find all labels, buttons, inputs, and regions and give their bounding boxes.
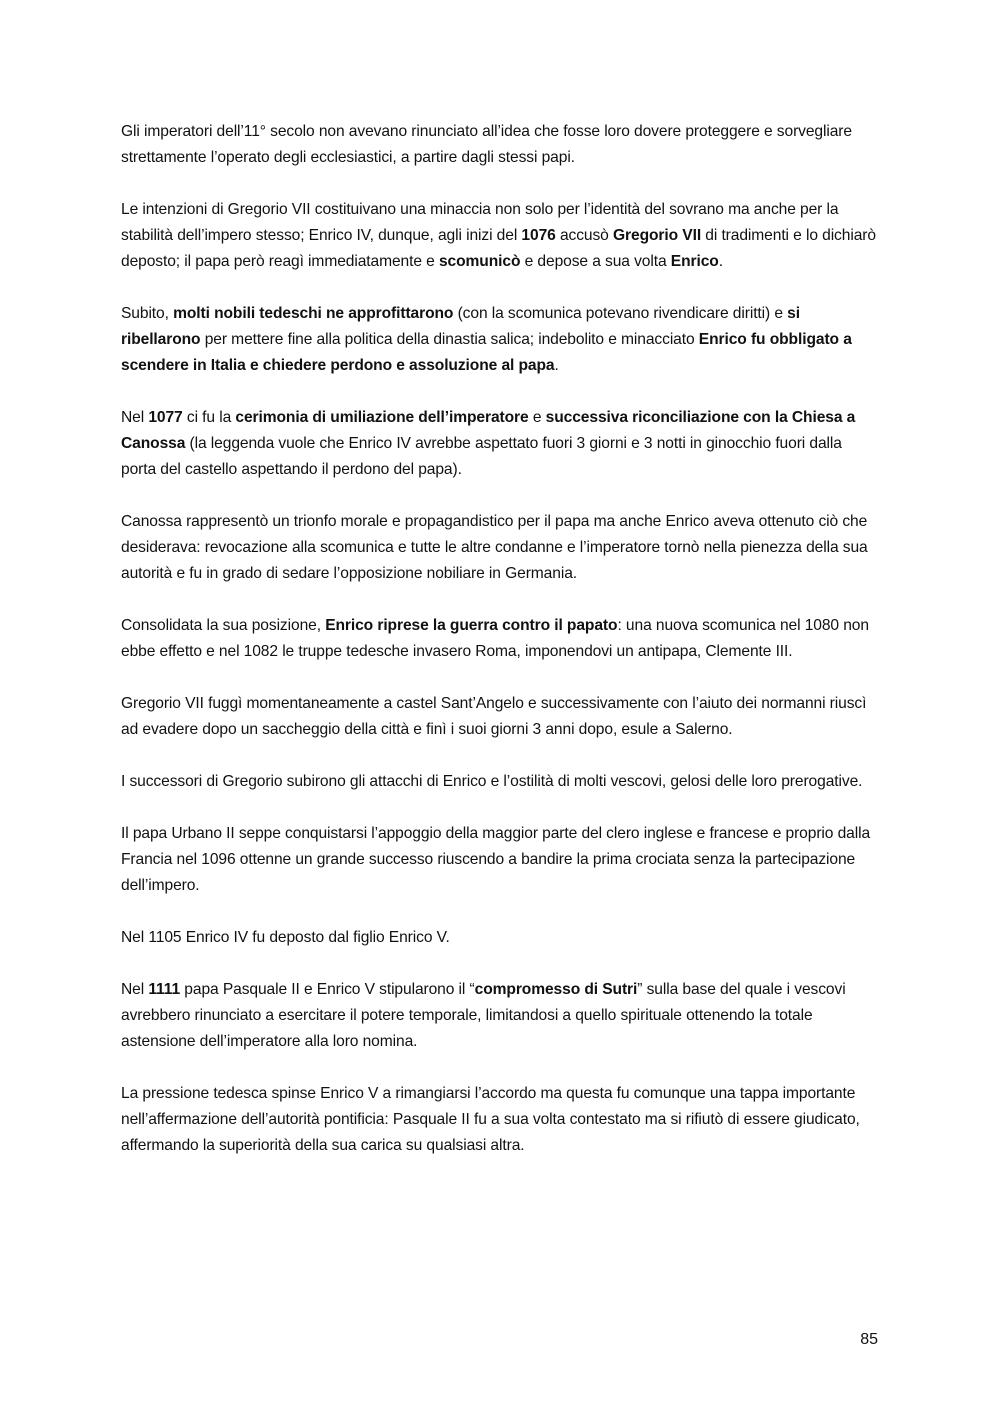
paragraph <box>121 821 881 899</box>
paragraph <box>121 925 881 951</box>
bold-text: si ribellarono <box>121 305 800 348</box>
text-run: Nel <box>121 409 149 426</box>
text-run: per mettere fine alla politica della dinastia salica; indebolito e minacciato <box>200 331 699 348</box>
text-run: . <box>554 357 559 374</box>
bold-text: cerimonia di umiliazione dell’imperatore <box>235 409 529 426</box>
text-run: di tradimenti e lo dichiarò deposto; il papa però reagì immediatamente e <box>121 227 876 270</box>
paragraph <box>121 509 881 587</box>
bold-text: 1076 <box>521 227 556 244</box>
text-run: Nel 1105 Enrico IV fu deposto dal figlio Enrico V. <box>121 929 450 946</box>
text-run: e depose a sua volta <box>520 253 671 270</box>
text-run: Il papa Urbano II seppe conquistarsi l’appoggio della maggior parte del clero inglese e francese e proprio dalla Francia nel 1096 ottenne un grande successo riuscendo a bandire la prima crociata senza la partecipazione dell’impero. <box>121 825 871 894</box>
text-run: accusò <box>555 227 613 244</box>
text-run: e <box>528 409 546 426</box>
text-run: Nel <box>121 981 149 998</box>
document-body <box>121 119 881 1185</box>
paragraph <box>121 197 881 275</box>
bold-text: Enrico fu obbligato a scendere in Italia e chiedere perdono e assoluzione al papa <box>121 331 852 374</box>
text-run: Le intenzioni di Gregorio VII costituivano una minaccia non solo per l’identità del sovrano ma anche per la stabilità dell’impero stesso; Enrico IV, dunque, agli inizi del <box>121 201 839 244</box>
text-run: Gregorio VII fuggì momentaneamente a castel Sant’Angelo e successivamente con l’aiuto dei normanni riuscì ad evadere dopo un saccheggio della città e finì i suoi giorni 3 anni dopo, esule a Salerno. <box>121 695 867 738</box>
text-run: papa Pasquale II e Enrico V stipularono il “ <box>180 981 475 998</box>
bold-text: 1111 <box>148 981 181 998</box>
paragraph <box>121 1081 881 1159</box>
page-number: 85 <box>860 1331 878 1348</box>
text-run: ” sulla base del quale i vescovi avrebbero rinunciato a esercitare il potere temporale, limitandosi a quello spirituale ottenendo la totale astensione dell’imperatore alla loro nomina. <box>121 981 846 1050</box>
paragraph <box>121 691 881 743</box>
bold-text: Gregorio VII <box>613 227 702 244</box>
bold-text: compromesso di Sutri <box>474 981 638 998</box>
text-run: : una nuova scomunica nel 1080 non ebbe effetto e nel 1082 le truppe tedesche invasero Roma, imponendovi un antipapa, Clemente III. <box>121 617 869 660</box>
paragraph <box>121 613 881 665</box>
paragraph <box>121 405 881 483</box>
text-run: I successori di Gregorio subirono gli attacchi di Enrico e l’ostilità di molti vescovi, gelosi delle loro prerogative. <box>121 773 863 790</box>
paragraph <box>121 301 881 379</box>
text-run: Subito, <box>121 305 174 322</box>
bold-text: 1077 <box>148 409 183 426</box>
bold-text: scomunicò <box>438 253 521 270</box>
text-run: (la leggenda vuole che Enrico IV avrebbe aspettato fuori 3 giorni e 3 notti in ginocchio fuori dalla porta del castello aspettando il perdono del papa). <box>121 435 842 478</box>
text-run: . <box>718 253 723 270</box>
paragraph <box>121 119 881 171</box>
text-run: Gli imperatori dell’11° secolo non avevano rinunciato all’idea che fosse loro dovere proteggere e sorvegliare strettamente l’operato degli ecclesiastici, a partire dagli stessi papi. <box>121 123 852 166</box>
text-run: (con la scomunica potevano rivendicare diritti) e <box>453 305 788 322</box>
text-run: Canossa rappresentò un trionfo morale e propagandistico per il papa ma anche Enrico aveva ottenuto ciò che desiderava: revocazione alla scomunica e tutte le altre condanne e l’imperatore tornò nella pienezza della sua autorità e fu in grado di sedare l’opposizione nobiliare in Germania. <box>121 513 868 582</box>
paragraph <box>121 769 881 795</box>
bold-text: successiva riconciliazione con la Chiesa a Canossa <box>121 409 856 452</box>
bold-text: molti nobili tedeschi ne approfittarono <box>173 305 454 322</box>
text-run: La pressione tedesca spinse Enrico V a rimangiarsi l’accordo ma questa fu comunque una tappa importante nell’affermazione dell’autorità pontificia: Pasquale II fu a sua volta contestato ma si rifiutò di essere giudicato, affermando la superiorità della sua carica su qualsiasi altra. <box>121 1085 860 1154</box>
text-run: Consolidata la sua posizione, <box>121 617 326 634</box>
bold-text: Enrico <box>670 253 719 270</box>
paragraph <box>121 977 881 1055</box>
text-run: ci fu la <box>182 409 236 426</box>
bold-text: Enrico riprese la guerra contro il papato <box>325 617 618 634</box>
